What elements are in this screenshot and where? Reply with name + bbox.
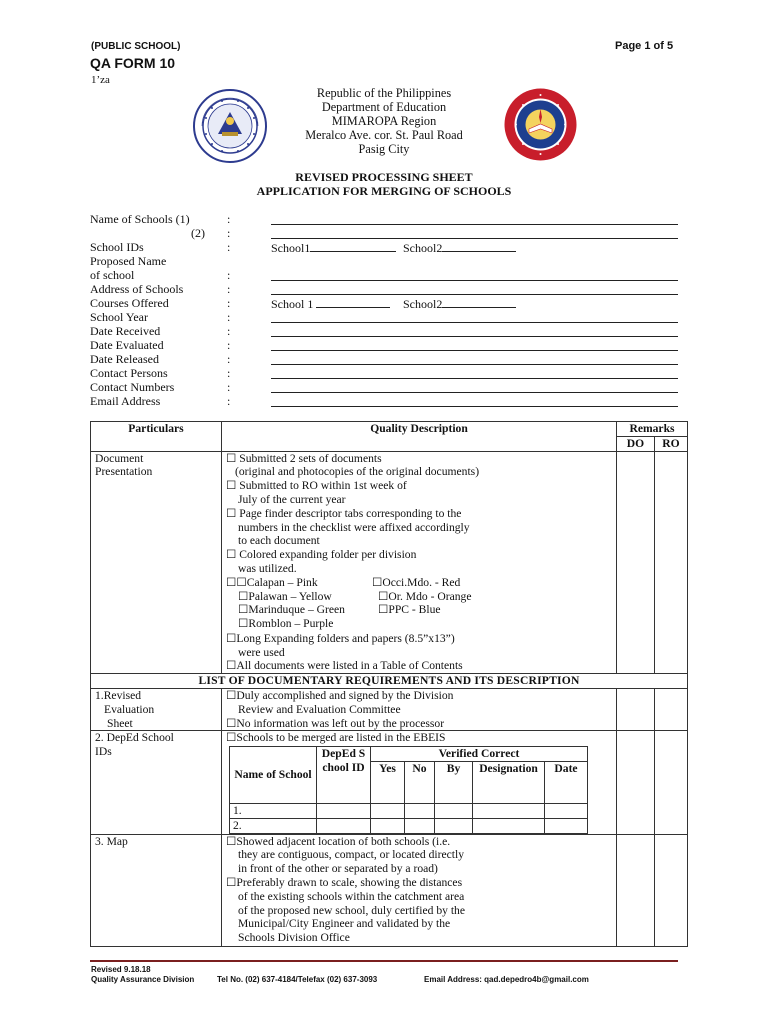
form-id: QA FORM 10 [90, 55, 176, 71]
particulars-cell [91, 451, 222, 674]
field-label: Address of Schools [90, 282, 184, 296]
inner-col-deped-id: DepEd School ID [317, 747, 371, 804]
col-remarks: Remarks [617, 422, 688, 437]
item-text: of the existing schools within the catchment area [238, 889, 465, 903]
school-year-input[interactable] [271, 322, 678, 323]
checkbox-item[interactable]: ☐ Submitted to RO within 1st week of [226, 479, 407, 493]
page-number: Page 1 of 5 [615, 40, 674, 52]
inner-cell[interactable] [545, 818, 588, 833]
name-school-2-input[interactable] [271, 238, 678, 239]
field-label: School IDs [90, 240, 144, 254]
footer-division: Quality Assurance Division [91, 975, 195, 984]
inner-col-designation: Designation [473, 761, 545, 803]
particulars-cell [91, 688, 222, 730]
col-quality: Quality Description [222, 422, 617, 452]
form-title [200, 170, 568, 198]
inner-cell[interactable] [317, 803, 371, 818]
particulars-text: Presentation [95, 465, 153, 479]
agency-line: MIMAROPA Region [331, 114, 437, 128]
item-text: Schools Division Office [238, 931, 350, 945]
remarks-ro-cell[interactable] [655, 731, 688, 834]
particulars-text: IDs [95, 745, 112, 759]
date-released-input[interactable] [271, 364, 678, 365]
col-particulars: Particulars [91, 422, 222, 452]
remarks-do-cell[interactable] [617, 688, 655, 730]
field-label: Date Evaluated [90, 338, 164, 352]
agency-line: Meralco Ave. cor. St. Paul Road [305, 128, 463, 142]
field-label: Email Address [90, 394, 161, 408]
field-label: Date Released [90, 352, 159, 366]
requirements-table [90, 421, 688, 947]
particulars-text: 1.Revised [95, 688, 142, 702]
item-text: of the proposed new school, duly certified by the [238, 903, 465, 917]
item-text: to each document [238, 534, 320, 548]
particulars-text: 3. Map [95, 834, 128, 848]
date-evaluated-input[interactable] [271, 350, 678, 351]
inner-cell[interactable] [473, 818, 545, 833]
field-colon: : [227, 282, 231, 296]
checkbox-item[interactable]: ☐ Submitted 2 sets of documents [226, 451, 382, 465]
inner-col-by: By [435, 761, 473, 803]
checkbox-item[interactable]: ☐Or. Mdo - Orange [378, 589, 472, 603]
footer [91, 965, 589, 985]
checkbox-item[interactable]: ☐Showed adjacent location of both schools (i.e. [226, 834, 451, 848]
checkbox-item[interactable]: ☐☐Calapan – Pink [226, 575, 318, 589]
table-header-row [91, 422, 688, 437]
item-text: July of the current year [238, 492, 346, 506]
col-do: DO [617, 436, 655, 451]
field-label: Date Received [90, 324, 161, 338]
color-left [226, 576, 345, 631]
footer-email: Email Address: qad.depedro4b@gmail.com [424, 975, 589, 984]
inner-cell[interactable] [405, 818, 435, 833]
particulars-cell [91, 834, 222, 946]
inner-header-row [230, 747, 588, 762]
particulars-text: Evaluation [104, 702, 155, 716]
form-subcode: 1’za [91, 74, 110, 86]
checkbox-item[interactable]: ☐Palawan – Yellow [238, 589, 332, 603]
particulars-cell [91, 731, 222, 834]
remarks-ro-cell[interactable] [655, 451, 688, 674]
school2-id-input[interactable] [442, 240, 516, 252]
checkbox-item[interactable]: ☐ Page finder descriptor tabs corresponding to the [226, 506, 462, 520]
contact-persons-input[interactable] [271, 378, 678, 379]
item-text: (original and photocopies of the original documents) [235, 465, 480, 479]
date-received-input[interactable] [271, 336, 678, 337]
item-text: were used [238, 645, 285, 659]
table-row [91, 451, 688, 674]
field-colon: : [227, 324, 231, 338]
contact-numbers-input[interactable] [271, 392, 678, 393]
particulars-text: Sheet [107, 716, 133, 730]
inner-col-no: No [405, 761, 435, 803]
particulars-text: 2. DepEd School [95, 731, 174, 745]
quality-cell [222, 731, 617, 834]
row-number: 1. [230, 803, 317, 818]
remarks-do-cell[interactable] [617, 451, 655, 674]
section-title: LIST OF DOCUMENTARY REQUIREMENTS AND ITS DESCRIPTION [91, 674, 688, 689]
remarks-ro-cell[interactable] [655, 834, 688, 946]
checkbox-item[interactable]: ☐Long Expanding folders and papers (8.5”x13”) [226, 631, 455, 645]
checkbox-item[interactable]: ☐PPC - Blue [378, 603, 441, 617]
inner-cell[interactable] [317, 818, 371, 833]
remarks-do-cell[interactable] [617, 731, 655, 834]
field-label: (2) [191, 226, 205, 240]
agency-line: Republic of the Philippines [316, 86, 452, 100]
field-colon: : [227, 226, 231, 240]
course-school1-label: School 1 [271, 296, 390, 311]
field-label: Name of Schools (1) [90, 212, 190, 226]
field-label: Proposed Name [90, 254, 167, 268]
remarks-do-cell[interactable] [617, 834, 655, 946]
checkbox-item[interactable]: ☐ Colored expanding folder per division [226, 548, 417, 562]
color-right [372, 576, 471, 617]
checkbox-item[interactable]: ☐No information was left out by the processor [226, 716, 445, 730]
inner-col-name: Name of School [230, 747, 317, 804]
table-row [91, 688, 688, 730]
field-colon: : [227, 268, 231, 282]
school-type-label: (PUBLIC SCHOOL) [91, 41, 181, 52]
footer-rule [90, 960, 678, 962]
inner-col-date: Date [545, 761, 588, 803]
agency-line: Department of Education [321, 100, 447, 114]
particulars-text: Document [95, 451, 144, 465]
checkbox-item[interactable]: ☐Schools to be merged are listed in the EBEIS [226, 731, 446, 745]
field-label: School Year [90, 310, 149, 324]
field-colon: : [227, 212, 231, 226]
checkbox-item[interactable]: ☐Marinduque – Green [238, 603, 345, 617]
item-text: in front of the other or separated by a road) [238, 862, 438, 876]
field-colon: : [227, 310, 231, 324]
checkbox-item[interactable]: ☐All documents were listed in a Table of Contents [226, 659, 463, 673]
table-row [230, 803, 588, 818]
footer-tel: Tel No. (02) 637-4184/Telefax (02) 637-3093 [217, 975, 378, 984]
agency-block [250, 86, 518, 156]
address-input[interactable] [271, 294, 678, 295]
school1-id-input[interactable] [310, 240, 396, 252]
quality-cell [222, 688, 617, 730]
field-label: Contact Numbers [90, 380, 175, 394]
item-text: was utilized. [238, 561, 297, 575]
inner-cell[interactable] [545, 803, 588, 818]
inner-col-yes: Yes [371, 761, 405, 803]
quality-cell [222, 834, 617, 946]
quality-cell [222, 451, 617, 674]
checkbox-item[interactable]: ☐Occi.Mdo. - Red [372, 575, 461, 589]
school2-id-label: School2 [403, 240, 516, 255]
field-label: Courses Offered [90, 296, 169, 310]
proposed-name-input[interactable] [271, 280, 678, 281]
course-school2-input[interactable] [442, 296, 516, 308]
region-seal-icon [503, 87, 578, 162]
field-label: Contact Persons [90, 366, 168, 380]
table-row [230, 818, 588, 833]
field-colon: : [227, 338, 231, 352]
inner-cell[interactable] [435, 803, 473, 818]
course-school1-input[interactable] [316, 296, 390, 308]
field-colon: : [227, 380, 231, 394]
name-school-1-input[interactable] [271, 224, 678, 225]
table-row [91, 834, 688, 946]
col-ro: RO [655, 436, 688, 451]
course-school2-label: School2 [403, 296, 516, 311]
inner-col-verified: Verified Correct [371, 747, 588, 762]
title-line-2: APPLICATION FOR MERGING OF SCHOOLS [256, 184, 512, 198]
school-id-table [229, 746, 588, 833]
inner-cell[interactable] [371, 803, 405, 818]
email-input[interactable] [271, 406, 678, 407]
item-text: numbers in the checklist were affixed accordingly [238, 520, 470, 534]
inner-cell[interactable] [405, 803, 435, 818]
field-colon: : [227, 240, 231, 254]
footer-revised: Revised 9.18.18 [91, 965, 151, 974]
item-text: they are contiguous, compact, or located directly [238, 848, 464, 862]
school1-id-label: School1 [271, 240, 396, 255]
field-colon: : [227, 296, 231, 310]
inner-cell[interactable] [371, 818, 405, 833]
checkbox-item[interactable]: ☐Preferably drawn to scale, showing the distances [226, 875, 463, 889]
inner-cell[interactable] [473, 803, 545, 818]
remarks-ro-cell[interactable] [655, 688, 688, 730]
field-colon: : [227, 352, 231, 366]
field-label: of school [90, 268, 135, 282]
field-colon: : [227, 394, 231, 408]
field-colon: : [227, 366, 231, 380]
item-text: Review and Evaluation Committee [238, 702, 401, 716]
agency-line: Pasig City [358, 142, 410, 156]
table-row [91, 731, 688, 834]
checkbox-item[interactable]: ☐Romblon – Purple [238, 617, 334, 631]
section-row [91, 674, 688, 689]
row-number: 2. [230, 818, 317, 833]
info-fields [90, 212, 690, 408]
checkbox-item[interactable]: ☐Duly accomplished and signed by the Division [226, 688, 454, 702]
inner-cell[interactable] [435, 818, 473, 833]
item-text: Municipal/City Engineer and validated by the [238, 917, 451, 931]
title-line-1: REVISED PROCESSING SHEET [295, 170, 473, 184]
color-grid [226, 576, 612, 632]
